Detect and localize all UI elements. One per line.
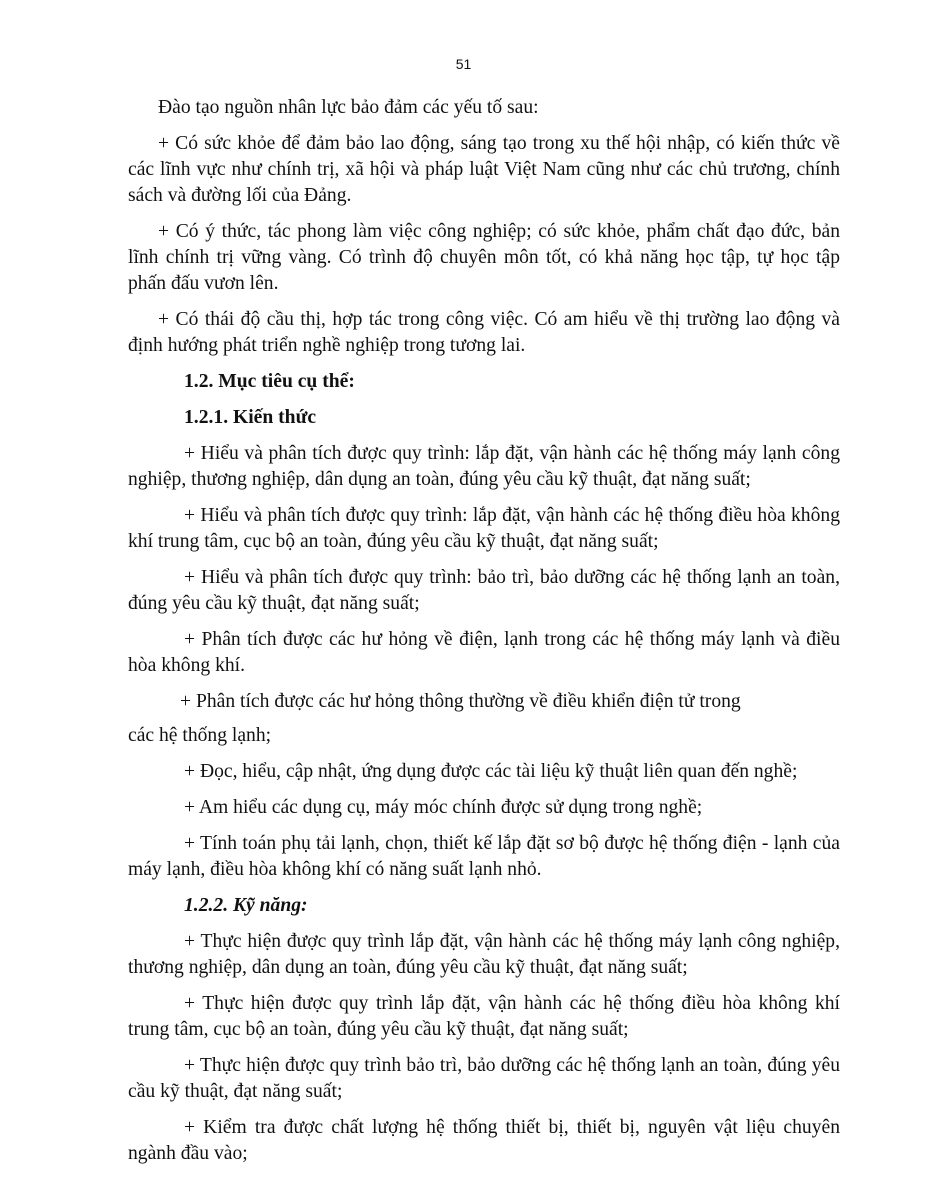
knowledge-item: + Hiểu và phân tích được quy trình: lắp đặt, vận hành các hệ thống máy lạnh công nghiệp, thương nghiệp, dân dụng an toàn, đúng yêu cầu kỹ thuật, đạt năng suất; bbox=[128, 443, 840, 490]
intro-paragraph: Đào tạo nguồn nhân lực bảo đảm các yếu tố sau: bbox=[158, 97, 539, 118]
requirement-attitude: + Có ý thức, tác phong làm việc công nghiệp; có sức khỏe, phẩm chất đạo đức, bản lĩnh chính trị vững vàng. Có trình độ chuyên môn tốt, có khả năng học tập, tự học tập phấn đấu vươn lên. bbox=[128, 221, 840, 294]
requirement-health: + Có sức khỏe để đảm bảo lao động, sáng tạo trong xu thế hội nhập, có kiến thức về các lĩnh vực như chính trị, xã hội và pháp luật Việt Nam cũng như các chủ trương, chính sách và đường lối của Đảng. bbox=[128, 133, 840, 206]
section-heading-specific-goals: 1.2. Mục tiêu cụ thể: bbox=[184, 371, 355, 392]
skill-item: + Thực hiện được quy trình lắp đặt, vận hành các hệ thống máy lạnh công nghiệp, thương nghiệp, dân dụng an toàn, đúng yêu cầu kỹ thuật, đạt năng suất; bbox=[128, 931, 840, 978]
knowledge-item-split bbox=[128, 689, 840, 749]
section-heading-knowledge: 1.2.1. Kiến thức bbox=[184, 407, 317, 428]
knowledge-item: + Hiểu và phân tích được quy trình: lắp đặt, vận hành các hệ thống điều hòa không khí trung tâm, cục bộ an toàn, đúng yêu cầu kỹ thuật, đạt năng suất; bbox=[128, 505, 840, 552]
requirement-cooperation: + Có thái độ cầu thị, hợp tác trong công việc. Có am hiểu về thị trường lao động và định hướng phát triển nghề nghiệp trong tương lai. bbox=[128, 309, 840, 356]
skill-item: + Thực hiện được quy trình bảo trì, bảo dưỡng các hệ thống lạnh an toàn, đúng yêu cầu kỹ thuật, đạt năng suất; bbox=[128, 1055, 840, 1102]
document-body bbox=[128, 95, 840, 1177]
knowledge-item: + Phân tích được các hư hỏng về điện, lạnh trong các hệ thống máy lạnh và điều hòa không khí. bbox=[128, 629, 840, 676]
section-heading-skills: 1.2.2. Kỹ năng: bbox=[184, 895, 308, 916]
knowledge-item: + Am hiểu các dụng cụ, máy móc chính được sử dụng trong nghề; bbox=[184, 797, 703, 818]
knowledge-item-split-second-line: các hệ thống lạnh; bbox=[128, 725, 272, 746]
knowledge-item-split-first-line: + Phân tích được các hư hỏng thông thường về điều khiển điện tử trong bbox=[180, 691, 741, 712]
page-number: 51 bbox=[455, 56, 472, 72]
skill-item: + Kiểm tra được chất lượng hệ thống thiết bị, thiết bị, nguyên vật liệu chuyên ngành đầu vào; bbox=[128, 1117, 840, 1164]
skill-item: + Thực hiện được quy trình lắp đặt, vận hành các hệ thống điều hòa không khí trung tâm, cục bộ an toàn, đúng yêu cầu kỹ thuật, đạt năng suất; bbox=[128, 993, 840, 1040]
knowledge-item: + Tính toán phụ tải lạnh, chọn, thiết kế lắp đặt sơ bộ được hệ thống điện - lạnh của máy lạnh, điều hòa không khí có năng suất lạnh nhỏ. bbox=[128, 833, 840, 880]
knowledge-item: + Hiểu và phân tích được quy trình: bảo trì, bảo dưỡng các hệ thống lạnh an toàn, đúng yêu cầu kỹ thuật, đạt năng suất; bbox=[128, 567, 840, 614]
knowledge-item: + Đọc, hiểu, cập nhật, ứng dụng được các tài liệu kỹ thuật liên quan đến nghề; bbox=[184, 761, 798, 782]
